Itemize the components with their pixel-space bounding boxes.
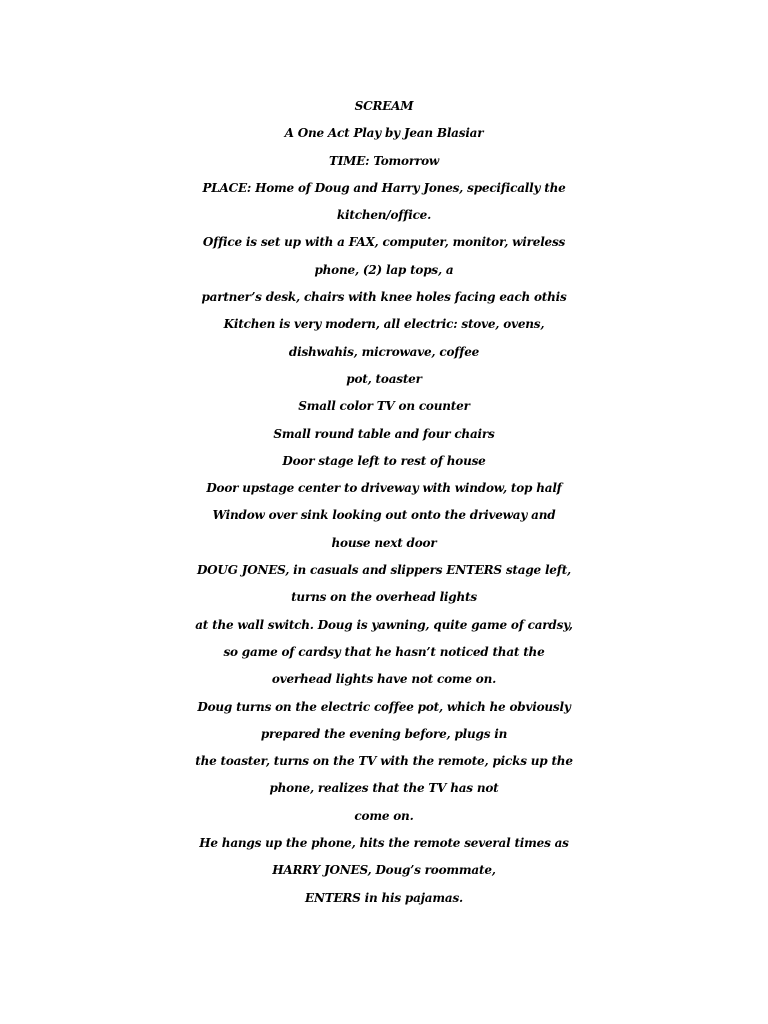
text-line: Doug turns on the electric coffee pot, which he obviously (197, 699, 571, 714)
play-title: SCREAM (354, 99, 414, 113)
place-line: PLACE: Home of Doug and Harry Jones, specifically the (202, 180, 566, 195)
document-page (0, 93, 768, 912)
text-line: Office is set up with a FAX, computer, monitor, wireless (202, 235, 566, 250)
text-line: He hangs up the phone, hits the remote several times as (199, 836, 569, 851)
text-line: Door upstage center to driveway with window, top half (206, 481, 562, 496)
text-line: ENTERS in his pajamas. (305, 890, 463, 905)
text-line: prepared the evening before, plugs in (260, 726, 508, 741)
text-line: dishwahis, microwave, coffee (288, 344, 480, 359)
text-line: Kitchen is very modern, all electric: stove, ovens, (223, 317, 545, 332)
time-line: TIME: Tomorrow (328, 153, 440, 168)
text-line: overhead lights have not come on. (271, 672, 497, 687)
text-line: HARRY JONES, Doug’s roommate, (272, 863, 496, 878)
text-line: so game of cardsy that he hasn’t noticed that the (223, 644, 545, 659)
text-line: DOUG JONES, in casuals and slippers ENTERS stage left, (196, 563, 572, 578)
text-line: at the wall switch. Doug is yawning, quite game of cardsy, (195, 617, 573, 632)
text-line: phone, realizes that the TV has not (269, 781, 499, 796)
text-line: the toaster, turns on the TV with the remote, picks up the (195, 754, 573, 769)
text-line: partner’s desk, chairs with knee holes facing each othis (201, 290, 567, 305)
text-line: pot, toaster (346, 371, 422, 386)
text-line: turns on the overhead lights (291, 590, 477, 605)
text-line: Door stage left to rest of house (282, 453, 486, 468)
play-byline: A One Act Play by Jean Blasiar (284, 126, 484, 141)
text-line: Window over sink looking out onto the driveway and (212, 508, 556, 523)
text-line: come on. (354, 808, 414, 823)
text-line: house next door (331, 535, 437, 550)
text-line: Small round table and four chairs (273, 426, 495, 441)
text-line: kitchen/office. (336, 208, 432, 223)
text-line: Small color TV on counter (298, 399, 470, 414)
text-line: phone, (2) lap tops, a (314, 262, 454, 277)
